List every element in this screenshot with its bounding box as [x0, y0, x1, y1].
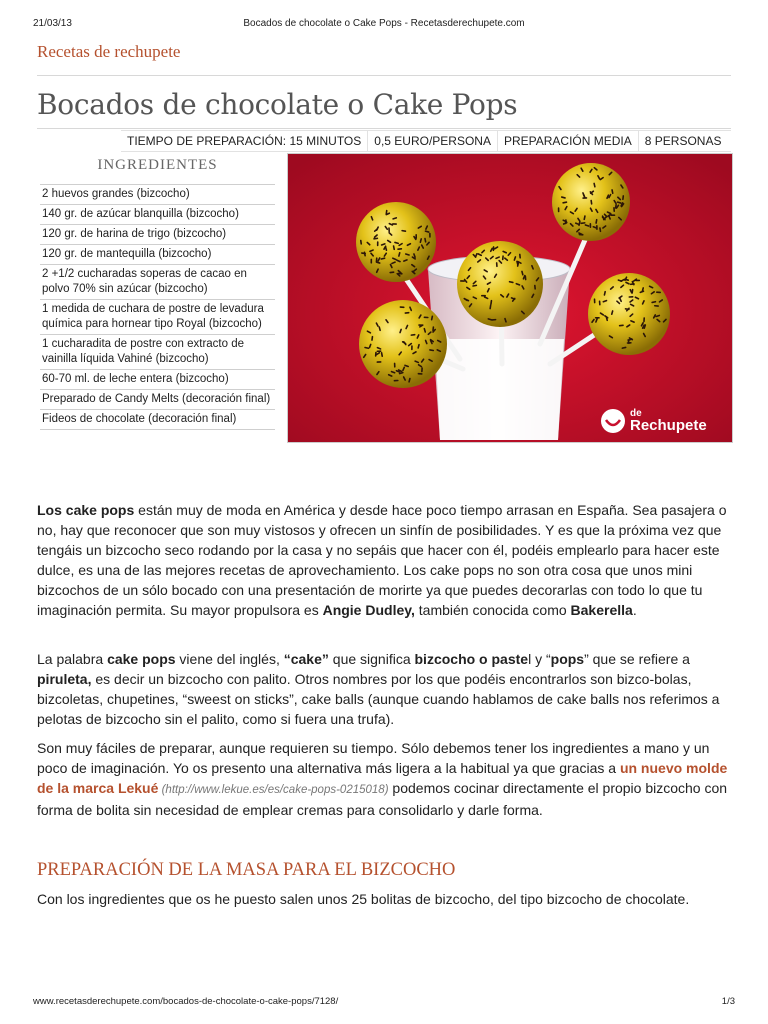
servings: 8 PERSONAS: [638, 131, 728, 151]
header-divider: [37, 75, 731, 76]
etymology-paragraph: [37, 649, 737, 729]
cake-pop-3: [457, 241, 543, 327]
bold-term: cake pops: [107, 651, 176, 667]
cake-pops-photo: [287, 153, 733, 443]
text-run: ” que se refiere a: [584, 651, 690, 667]
print-url: www.recetasderechupete.com/bocados-de-chocolate-o-cake-pops/7128/: [33, 996, 339, 1007]
bold-term: “cake”: [283, 651, 329, 667]
cake-pop-5: [359, 300, 447, 388]
cake-pops-illustration: [288, 154, 732, 442]
text-run: podemos cocinar directamente el propio bizcocho con forma de bolita sin necesidad de emplear cremas para consolidarlo y darle forma.: [37, 780, 728, 818]
ingredient-item: 120 gr. de mantequilla (bizcocho): [40, 245, 275, 265]
preparation-intro-paragraph: [37, 738, 737, 820]
title-divider: [37, 128, 731, 129]
cost-per-person: 0,5 EURO/PERSONA: [367, 131, 497, 151]
text-run: l y “: [528, 651, 551, 667]
logo-de-text: de: [630, 408, 642, 419]
bold-term: pops: [550, 651, 585, 667]
text-run: Son muy fáciles de preparar, aunque requieren su tiempo. Sólo debemos tener los ingredientes a mano y un poco de imaginación. Yo os presento una alternativa más ligera a la habitual ya que gracias a: [37, 740, 710, 776]
prep-time: TIEMPO DE PREPARACIÓN: 15 MINUTOS: [127, 134, 362, 148]
print-date: 21/03/13: [33, 18, 72, 29]
text-run: que significa: [328, 651, 415, 667]
ingredient-item: 2 +1/2 cucharadas soperas de cacao en polvo 70% sin azúcar (bizcocho): [40, 265, 275, 300]
ingredient-item: Preparado de Candy Melts (decoración final): [40, 390, 275, 410]
recipe-info-bar: [121, 130, 731, 152]
bold-term: bizcocho o paste: [414, 651, 529, 667]
ingredient-item: 1 medida de cuchara de postre de levadura química para hornear tipo Royal (bizcocho): [40, 300, 275, 335]
ingredient-item: 2 huevos grandes (bizcocho): [40, 185, 275, 205]
text-run: también conocida como: [414, 602, 571, 618]
ingredients-heading: INGREDIENTES: [97, 157, 218, 173]
ingredient-item: 60-70 ml. de leche entera (bizcocho): [40, 370, 275, 390]
intro-paragraph: [37, 500, 737, 620]
logo-name-text: Rechupete: [630, 417, 707, 434]
bold-term: Bakerella: [570, 602, 633, 618]
site-title-link[interactable]: Recetas de rechupete: [37, 42, 181, 61]
difficulty: PREPARACIÓN MEDIA: [497, 131, 638, 151]
bold-term: piruleta,: [37, 671, 92, 687]
print-page-title: Bocados de chocolate o Cake Pops - Recetasderechupete.com: [243, 18, 525, 29]
bold-term: Angie Dudley,: [322, 602, 415, 618]
ingredient-item: 120 gr. de harina de trigo (bizcocho): [40, 225, 275, 245]
text-run: La palabra: [37, 651, 108, 667]
ingredient-item: 140 gr. de azúcar blanquilla (bizcocho): [40, 205, 275, 225]
lekue-mold-link[interactable]: un nuevo molde de la marca Lekué: [37, 760, 728, 796]
text-run: viene del inglés,: [175, 651, 284, 667]
lekue-url: (http://www.lekue.es/es/cake-pops-0215018): [158, 784, 389, 796]
print-footer: [33, 996, 735, 1007]
section-heading: PREPARACIÓN DE LA MASA PARA EL BIZCOCHO: [37, 860, 456, 880]
text-run: .: [632, 602, 637, 618]
dough-paragraph: Con los ingredientes que os he puesto salen unos 25 bolitas de bizcocho, del tipo bizcocho de chocolate.: [37, 891, 690, 907]
ingredient-item: Fideos de chocolate (decoración final): [40, 410, 275, 430]
page-title: Bocados de chocolate o Cake Pops: [37, 88, 518, 121]
text-run: están muy de moda en América y desde hace poco tiempo arrasan en España. Sea pasajera o no, hay que reconocer que son muy vistosos y ofrecen un sinfín de posibilidades. Y es que la próxima vez que tengáis un bizcocho seco rodando por la casa y no sepáis que hacer con él, podéis emplearlo para hacer este dulce, es una de las mejores recetas de aprovechamiento. Los cake pops no son otra cosa que unos mini bizcochos de un sólo bocado con una presentación de morirte ya que puedes decorarlas con todo lo que tu imaginación permita. Su mayor propulsora es: [37, 502, 727, 618]
ingredients-list: [40, 184, 275, 430]
print-page-number: 1/3: [721, 996, 735, 1007]
ingredient-item: 1 cucharadita de postre con extracto de vainilla líquida Vahiné (bizcocho): [40, 335, 275, 370]
bold-term: Los cake pops: [37, 502, 135, 518]
text-run: es decir un bizcocho con palito. Otros nombres por los que podéis encontrarlos son bizco-bolas, bizcoletas, chupetines, “sweest on sticks”, cake balls (aunque cuando hablamos de cake balls nos referimos a pelotas de bizcocho sin el palito, como si fuera una trufa).: [37, 671, 720, 727]
